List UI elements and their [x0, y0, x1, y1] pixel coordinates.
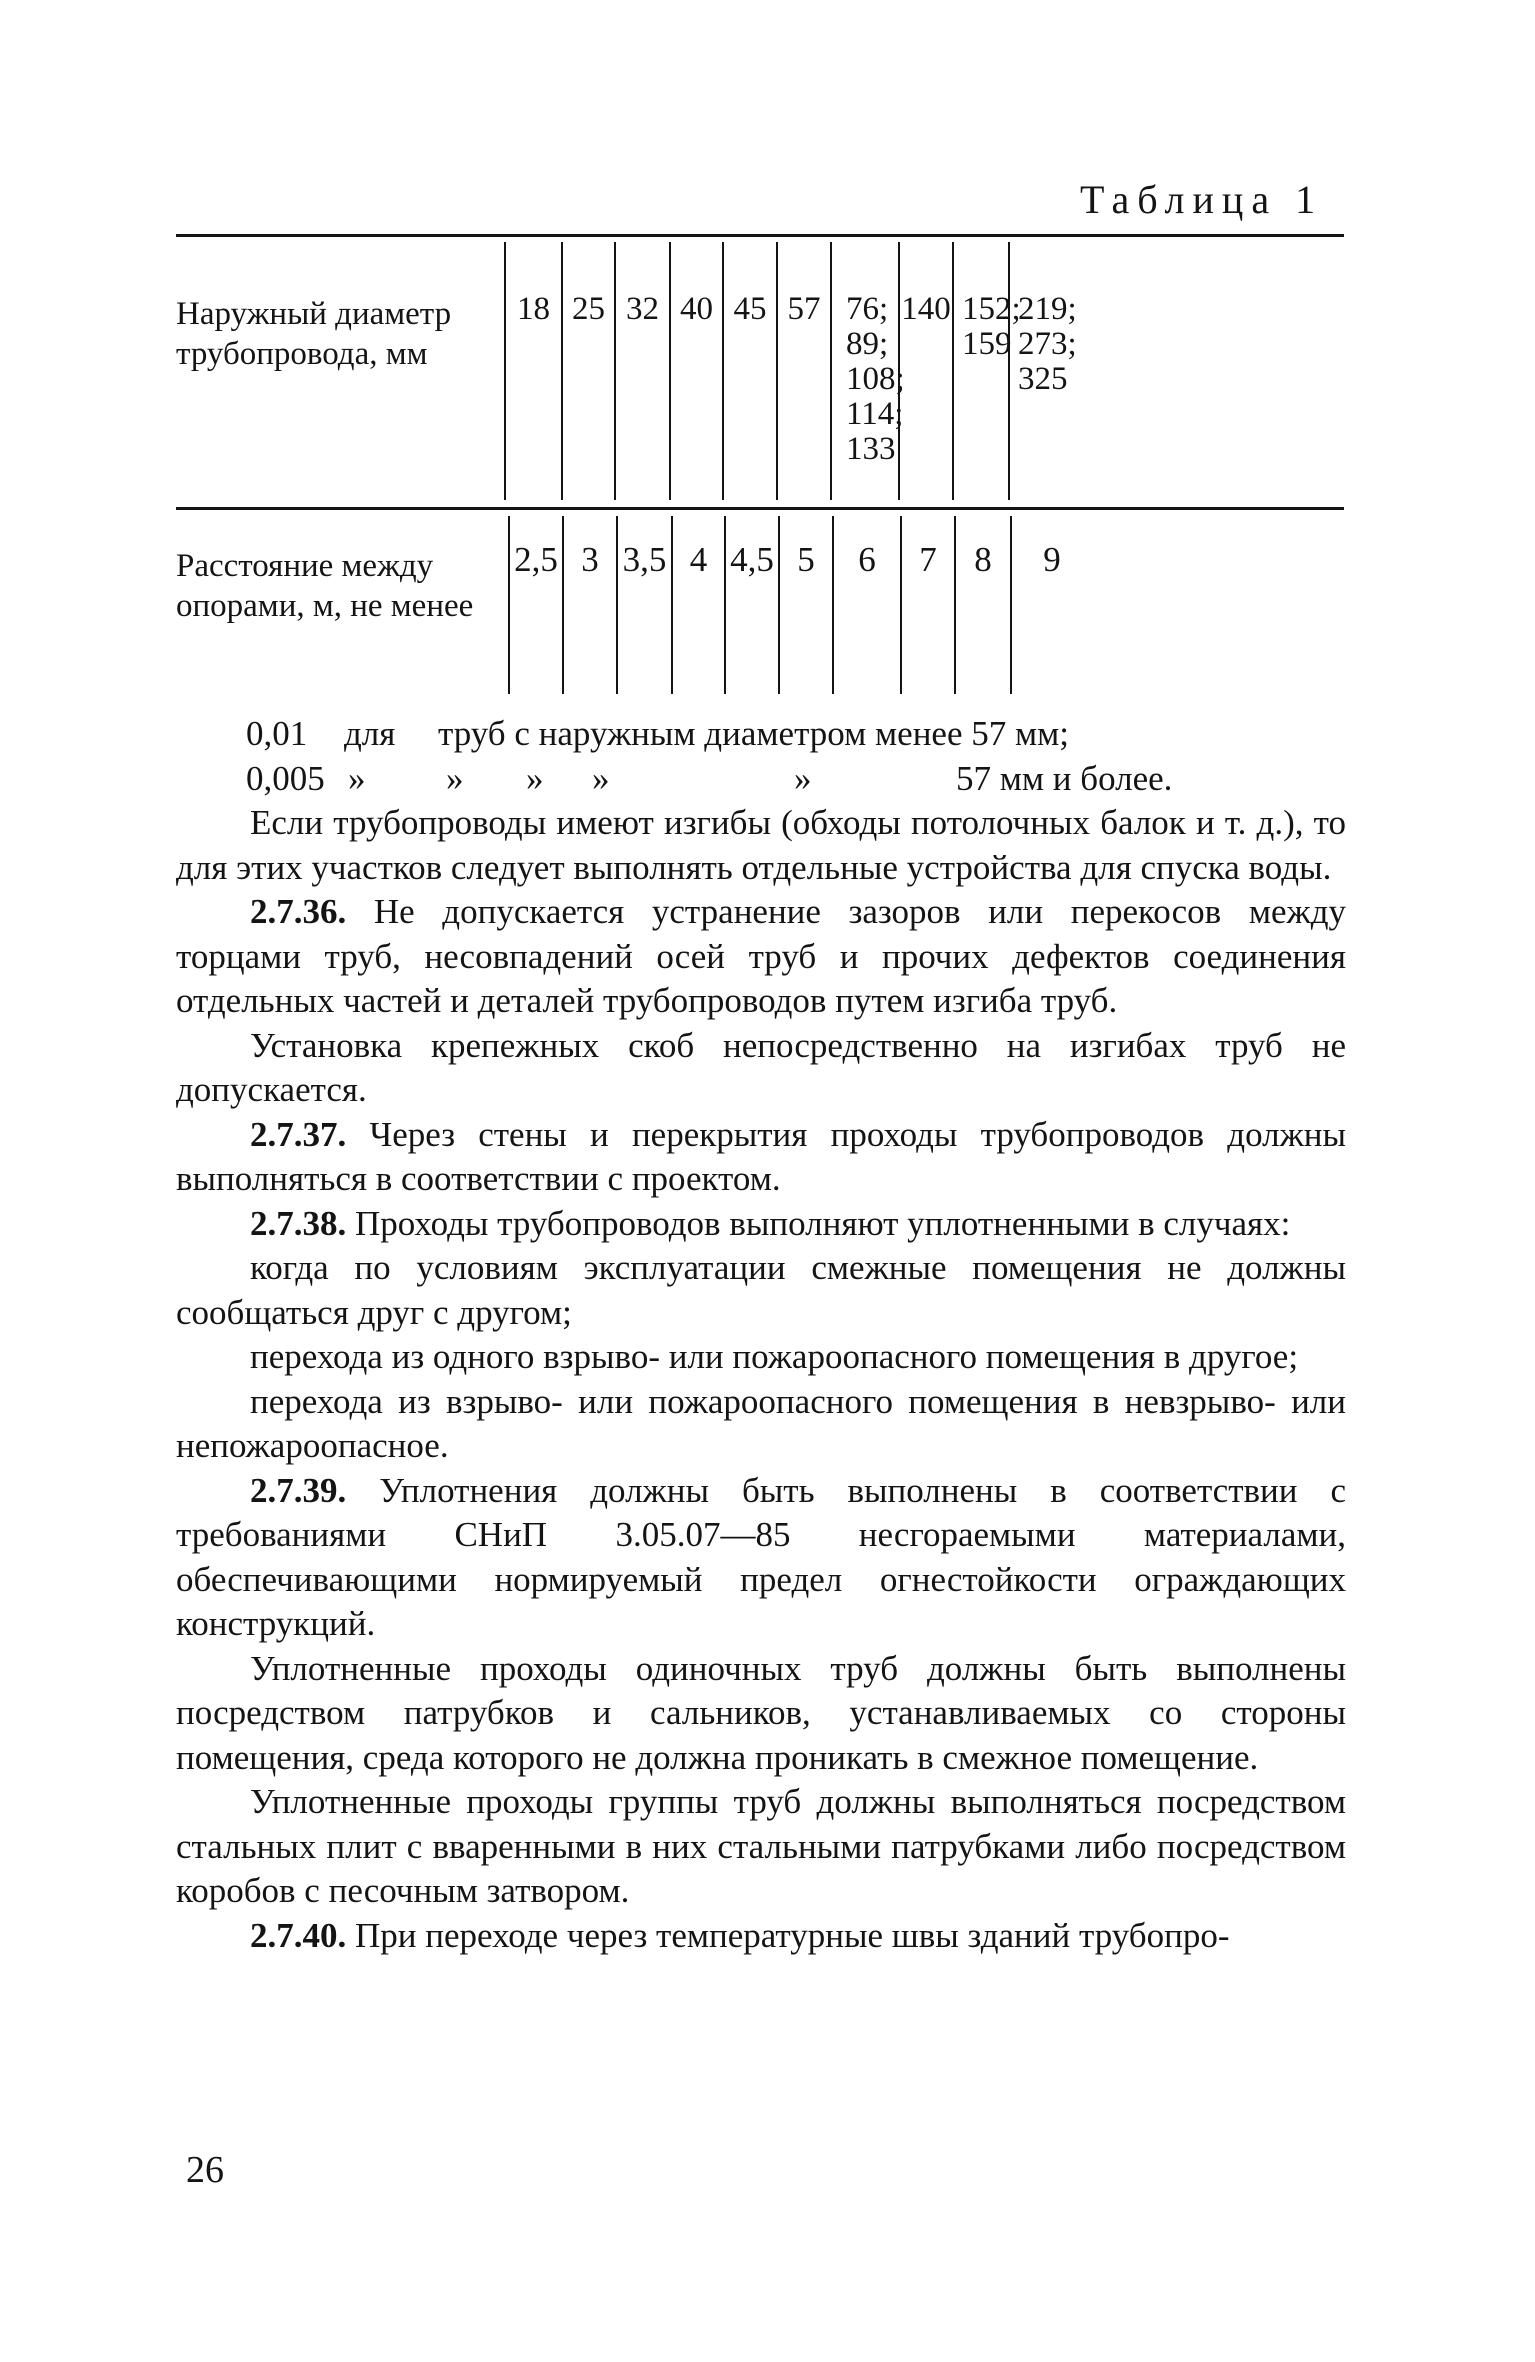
table-column-rule	[561, 242, 563, 500]
table-column-rule	[776, 242, 778, 500]
diameter-cell: 152; 159	[962, 291, 1021, 362]
clause-text: Через стены и перекрытия проходы трубопроводов должны выполняться в соответствии с проектом.	[176, 1114, 1347, 1198]
paragraph-brackets: Установка крепежных скоб непосредственно на изгибах труб не допускается.	[176, 1025, 1346, 1109]
clause-number: 2.7.40.	[250, 1915, 347, 1955]
distance-cell: 7	[919, 540, 937, 579]
distance-cell: 3	[581, 540, 599, 579]
diameter-cell: 57	[787, 291, 821, 327]
body-text	[176, 712, 1346, 1958]
slope-value: 0,01	[246, 714, 308, 753]
diameter-cell: 219; 273; 325	[1018, 291, 1077, 397]
slope-line-1	[176, 712, 1346, 757]
table-column-rule	[722, 242, 724, 500]
diameter-cell: 45	[733, 291, 767, 327]
paragraph-case-1: когда по условиям эксплуатации смежные помещения не должны сообщаться друг с другом;	[176, 1248, 1346, 1332]
ditto-mark: »	[446, 758, 464, 798]
distance-cell: 9	[1043, 540, 1061, 579]
distance-cell: 4,5	[730, 540, 774, 579]
slope-text: труб с наружным диаметром менее 57 мм;	[438, 714, 1070, 753]
paragraph-2-7-38	[176, 1202, 1346, 1247]
clause-number: 2.7.39.	[250, 1470, 347, 1510]
ditto-mark: »	[348, 758, 366, 798]
table-column-rule	[614, 242, 616, 500]
slope-text: 57 мм и более.	[956, 758, 1173, 798]
pipe-support-table	[176, 234, 1344, 694]
distance-cell: 8	[974, 540, 992, 579]
distance-cell: 2,5	[514, 540, 558, 579]
paragraph-bends: Если трубопроводы имеют изгибы (обходы потолочных балок и т. д.), то для этих участков следует выполнять отдельные устройства для спуска воды.	[176, 803, 1346, 887]
table-column-rule	[504, 242, 506, 500]
diameter-cell: 40	[680, 291, 713, 327]
distance-cell: 4	[689, 540, 708, 579]
paragraph-2-7-36	[176, 890, 1346, 1024]
distance-cell: 5	[797, 540, 815, 579]
clause-text: Не допускается устранение зазоров или перекосов между торцами труб, несовпадений осей труб и прочих дефектов соединения отдельных частей и деталей трубопроводов путем изгиба труб.	[176, 892, 1346, 1020]
table-column-rule	[669, 242, 671, 500]
slope-word: для	[344, 714, 396, 753]
diameter-cell: 25	[572, 291, 605, 327]
clause-number: 2.7.37.	[250, 1114, 347, 1154]
clause-number: 2.7.36.	[250, 892, 347, 931]
paragraph-single-pipes: Уплотненные проходы одиночных труб должны быть выполнены посредством патрубков и сальников, устанавливаемых со стороны помещения, среда которого не должна проникать в смежное помещение.	[176, 1648, 1346, 1777]
paragraph-pipe-groups: Уплотненные проходы группы труб должны выполняться посредством стальных плит с вваренными в них стальными патрубками либо посредством коробов с песочным затвором.	[176, 1782, 1346, 1910]
diameter-cell: 18	[517, 291, 550, 327]
table-caption: Таблица 1	[1080, 177, 1324, 222]
clause-text: Проходы трубопроводов выполняют уплотненными в случаях:	[355, 1203, 1291, 1243]
paragraph-case-3: перехода из взрыво- или пожароопасного помещения в невзрыво- или непожароопасное.	[176, 1381, 1346, 1465]
diameter-cell: 76; 89; 108; 114; 133	[846, 291, 905, 467]
table-column-rule	[952, 242, 954, 500]
ditto-mark: »	[794, 758, 812, 798]
paragraph-2-7-40	[176, 1914, 1346, 1959]
distance-cell: 6	[858, 540, 876, 579]
slope-value: 0,005	[246, 758, 325, 798]
clause-text: Уплотнения должны быть выполнены в соответствии с требованиями СНиП 3.05.07—85 несгораемыми материалами, обеспечивающими нормируемый предел огнестойкости ограждающих конструкций.	[176, 1470, 1346, 1643]
paragraph-case-2: перехода из одного взрыво- или пожароопасного помещения в другое;	[250, 1337, 1299, 1376]
ditto-mark: »	[526, 758, 544, 798]
row-header-diameter: Наружный диаметр трубопровода, мм	[176, 296, 452, 372]
diameter-cell: 140	[901, 291, 951, 327]
diameter-cell: 32	[626, 291, 659, 327]
slope-line-2	[176, 757, 1346, 802]
page-number: 26	[186, 2149, 224, 2191]
paragraph-2-7-37	[176, 1113, 1346, 1202]
table-top-rule	[176, 234, 1344, 237]
ditto-mark: »	[592, 758, 610, 798]
clause-text: При переходе через температурные швы зданий трубопро-	[355, 1915, 1230, 1955]
paragraph-2-7-39	[176, 1469, 1346, 1647]
clause-number: 2.7.38.	[250, 1203, 347, 1243]
row-header-distance: Расстояние между опорами, м, не менее	[176, 548, 474, 624]
distance-cell: 3,5	[622, 540, 667, 579]
table-row-rule	[176, 507, 1344, 510]
